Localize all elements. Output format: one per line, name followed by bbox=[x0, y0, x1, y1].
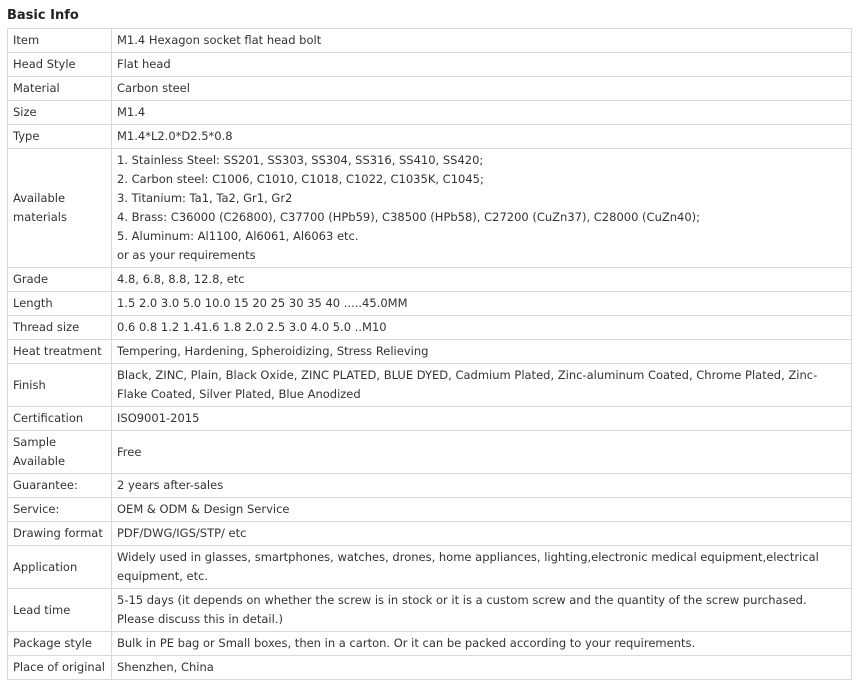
row-label: Grade bbox=[8, 268, 112, 292]
row-value: Free bbox=[112, 431, 852, 474]
row-label: Finish bbox=[8, 364, 112, 407]
row-label: Head Style bbox=[8, 53, 112, 77]
row-label: Available materials bbox=[8, 149, 112, 268]
table-row bbox=[8, 522, 852, 546]
row-label: Place of original bbox=[8, 656, 112, 680]
specs-table bbox=[7, 28, 852, 680]
row-label: Service: bbox=[8, 498, 112, 522]
table-row bbox=[8, 546, 852, 589]
table-row bbox=[8, 431, 852, 474]
row-value: 2 years after-sales bbox=[112, 474, 852, 498]
row-value: Shenzhen, China bbox=[112, 656, 852, 680]
row-value: OEM & ODM & Design Service bbox=[112, 498, 852, 522]
row-label: Item bbox=[8, 29, 112, 53]
row-value: M1.4*L2.0*D2.5*0.8 bbox=[112, 125, 852, 149]
table-row bbox=[8, 498, 852, 522]
table-row bbox=[8, 149, 852, 268]
table-row bbox=[8, 656, 852, 680]
row-value: 1.5 2.0 3.0 5.0 10.0 15 20 25 30 35 40 .....45.0MM bbox=[112, 292, 852, 316]
row-label: Type bbox=[8, 125, 112, 149]
row-value: ISO9001-2015 bbox=[112, 407, 852, 431]
table-row bbox=[8, 632, 852, 656]
row-value: Bulk in PE bag or Small boxes, then in a carton. Or it can be packed according to your requirements. bbox=[112, 632, 852, 656]
material-line: 4. Brass: C36000 (C26800), C37700 (HPb59), C38500 (HPb58), C27200 (CuZn37), C28000 (CuZn40); bbox=[117, 210, 701, 224]
row-label: Package style bbox=[8, 632, 112, 656]
material-line: 2. Carbon steel: C1006, C1010, C1018, C1022, C1035K, C1045; bbox=[117, 172, 484, 186]
table-row bbox=[8, 101, 852, 125]
row-value: 4.8, 6.8, 8.8, 12.8, etc bbox=[112, 268, 852, 292]
row-value: Carbon steel bbox=[112, 77, 852, 101]
table-row bbox=[8, 407, 852, 431]
table-row bbox=[8, 589, 852, 632]
row-value: Tempering, Hardening, Spheroidizing, Stress Relieving bbox=[112, 340, 852, 364]
row-value: Black, ZINC, Plain, Black Oxide, ZINC PLATED, BLUE DYED, Cadmium Plated, Zinc-aluminum Coated, Chrome Plated, Zinc-Flake Coated, Silver Plated, Blue Anodized bbox=[112, 364, 852, 407]
row-label: Length bbox=[8, 292, 112, 316]
row-value: M1.4 bbox=[112, 101, 852, 125]
table-row bbox=[8, 316, 852, 340]
row-value-multiline bbox=[112, 149, 852, 268]
row-label: Material bbox=[8, 77, 112, 101]
row-label: Heat treatment bbox=[8, 340, 112, 364]
row-value: M1.4 Hexagon socket flat head bolt bbox=[112, 29, 852, 53]
row-label: Guarantee: bbox=[8, 474, 112, 498]
row-label: Certification bbox=[8, 407, 112, 431]
table-row bbox=[8, 268, 852, 292]
row-label: Application bbox=[8, 546, 112, 589]
material-line: or as your requirements bbox=[117, 248, 256, 262]
table-row bbox=[8, 474, 852, 498]
row-label: Size bbox=[8, 101, 112, 125]
material-line: 3. Titanium: Ta1, Ta2, Gr1, Gr2 bbox=[117, 191, 293, 205]
row-label: Lead time bbox=[8, 589, 112, 632]
table-row bbox=[8, 364, 852, 407]
row-value: Flat head bbox=[112, 53, 852, 77]
table-row bbox=[8, 125, 852, 149]
table-row bbox=[8, 77, 852, 101]
table-row bbox=[8, 53, 852, 77]
row-label: Thread size bbox=[8, 316, 112, 340]
row-label: Drawing format bbox=[8, 522, 112, 546]
row-value: 5-15 days (it depends on whether the screw is in stock or it is a custom screw and the quantity of the screw purchased. Please discuss this in detail.) bbox=[112, 589, 852, 632]
table-row bbox=[8, 29, 852, 53]
row-value: PDF/DWG/IGS/STP/ etc bbox=[112, 522, 852, 546]
material-line: 5. Aluminum: Al1100, Al6061, Al6063 etc. bbox=[117, 229, 359, 243]
table-row bbox=[8, 292, 852, 316]
table-row bbox=[8, 340, 852, 364]
row-value: 0.6 0.8 1.2 1.41.6 1.8 2.0 2.5 3.0 4.0 5.0 ..M10 bbox=[112, 316, 852, 340]
section-heading: Basic Info bbox=[7, 8, 79, 23]
material-line: 1. Stainless Steel: SS201, SS303, SS304, SS316, SS410, SS420; bbox=[117, 153, 484, 167]
row-label: Sample Available bbox=[8, 431, 112, 474]
row-value: Widely used in glasses, smartphones, watches, drones, home appliances, lighting,electronic medical equipment,electrical equipment, etc. bbox=[112, 546, 852, 589]
